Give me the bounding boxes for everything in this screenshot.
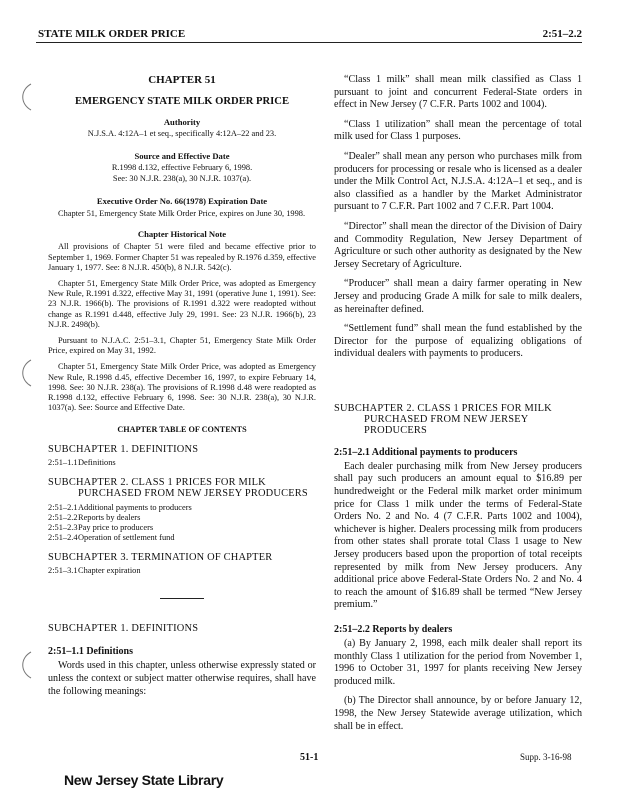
subchapter-1-heading: SUBCHAPTER 1. DEFINITIONS <box>48 623 199 635</box>
running-header <box>36 26 582 43</box>
running-header-section: 2:51–2.2 <box>542 28 582 40</box>
expiration-text: Chapter 51, Emergency State Milk Order Price, expires on June 30, 1998. <box>58 209 306 219</box>
historical-note-paragraph: Chapter 51, Emergency State Milk Order Price, was adopted as Emergency New Rule, R.1998 d.45, effective December 16, 1997, to expire February 14, 1998. See: 30 N.J.R. 238(a). The provisions of R.1998 d.48 were readopted as R.1998 d.132, effective February 6, 1998. See: 30 N.J.R. 238(a), 30 N.J.R. 1037(a). See: Source and Effective Date. <box>48 362 316 413</box>
toc-list <box>48 566 316 576</box>
definition-class-1-utilization: “Class 1 utilization” shall mean the percentage of total milk used for Class 1 purposes. <box>334 118 582 143</box>
toc-entry: 2:51–1.1 Definitions <box>48 458 116 468</box>
right-column <box>334 62 582 733</box>
source-line-2: See: 30 N.J.R. 238(a), 30 N.J.R. 1037(a). <box>112 173 252 183</box>
toc-heading: CHAPTER TABLE OF CONTENTS <box>117 425 247 435</box>
authority-heading: Authority <box>163 117 201 127</box>
toc-entry: 2:51–2.4 Operation of settlement fund <box>48 533 175 543</box>
section-2-51-2-2-heading: 2:51–2.2 Reports by dealers <box>334 624 453 635</box>
historical-note-paragraph: Chapter 51, Emergency State Milk Order Price, was adopted as Emergency New Rule, R.1991 d.322, effective May 31, 1991 (operative June 1, 1991). See: 23 N.J.R. 1966(b). The provisions of R.1991 d.322 were readopted without change as R.1991 d.448, effective July 29, 1991. See: 23 N.J.R. 1966(b), 23 N.J.R. 2498(b). <box>48 279 316 329</box>
definition-class-1-milk: “Class 1 milk” shall mean milk classified as Class 1 pursuant to joint and concurrent Federal-State orders in effect in New Jersey (7 C.F.R. Parts 1002 and 1004). <box>334 74 582 111</box>
binder-ring-mark <box>16 82 36 112</box>
section-2-51-2-1-text: Each dealer purchasing milk from New Jersey producers shall pay such producers an amount equal to $16.89 per hundredweight or the Federal milk market order minimum price for Class 1 milk under the terms of Federal-State Orders No. 2 and No. 4 (7 C.F.R. Parts 1002 and 1004), whichever is higher. Dealers processing milk from producers from other states shall prorate total Class 1 usage to New Jersey producers based upon the proportion of total receipts represented by milk from New Jersey producers. Any additional price above Federal-State Orders No. 2 and No. 4 to reach the amount of $16.89 shall be termed “New Jersey premium.” <box>334 460 582 611</box>
toc-subchapter-2: SUBCHAPTER 2. CLASS 1 PRICES FOR MILK <box>48 477 266 489</box>
historical-note-paragraph: All provisions of Chapter 51 were filed and became effective prior to September 1, 1969. Former Chapter 51 was repealed by R.1976 d.359, effective January 1, 1977. See: 8 N.J.R. 450(b), 8 N.J.R. 542(c). <box>48 242 316 272</box>
historical-note-heading: Chapter Historical Note <box>137 229 227 240</box>
page-number: 51-1 <box>300 752 319 763</box>
toc-entry: 2:51–2.1 Additional payments to producers <box>48 503 192 513</box>
section-2-51-2-1-heading: 2:51–2.1 Additional payments to producers <box>334 446 518 458</box>
section-2-51-2-2-b: (b) The Director shall announce, by or before January 12, 1998, the New Jersey Statewide average utilization, which shall be in effect. <box>334 695 582 732</box>
toc-list <box>48 503 316 543</box>
definition-producer: “Producer” shall mean a dairy farmer operating in New Jersey and producing Grade A milk for sale to milk dealers, as hereinafter defined. <box>334 278 582 315</box>
binder-ring-mark <box>16 650 36 680</box>
toc-list <box>48 458 316 468</box>
source-heading: Source and Effective Date <box>134 151 230 162</box>
toc-subchapter-1: SUBCHAPTER 1. DEFINITIONS <box>48 444 199 456</box>
chapter-number: CHAPTER 51 <box>148 74 216 86</box>
source-line-1: R.1998 d.132, effective February 6, 1998. <box>111 163 253 173</box>
supplement-date: Supp. 3-16-98 <box>520 752 572 762</box>
definition-dealer: “Dealer” shall mean any person who purchases milk from producers for processing or resale who is licensed as a dealer under the Milk Control Act, N.J.S.A. 4:12A–1 et seq., and is also classified as a handler by the Market Administrator pursuant to 7 C.F.R. Part 1002 and 7 C.F.R. Part 1004. <box>334 150 582 213</box>
toc-subchapter-2-cont: PURCHASED FROM NEW JERSEY PRODUCERS <box>78 488 308 500</box>
authority-text: N.J.S.A. 4:12A–1 et seq., specifically 4:12A–22 and 23. <box>87 129 277 138</box>
historical-note-paragraph: Pursuant to N.J.A.C. 2:51–3.1, Chapter 51, Emergency State Milk Order Price, expired on May 31, 1992. <box>48 336 316 356</box>
running-header-title: STATE MILK ORDER PRICE <box>38 28 186 40</box>
library-stamp: New Jersey State Library <box>64 772 224 788</box>
toc-entry: 2:51–2.3 Pay price to producers <box>48 523 154 533</box>
expiration-heading: Executive Order No. 66(1978) Expiration Date <box>96 196 268 207</box>
section-2-51-1-1-text: Words used in this chapter, unless otherwise expressly stated or unless the context or subject matter otherwise requires, shall have the following meanings: <box>48 660 316 697</box>
subchapter-2-heading: SUBCHAPTER 2. CLASS 1 PRICES FOR MILK PURCHASED FROM NEW JERSEY PRODUCERS <box>334 402 552 436</box>
section-2-51-2-2-a: (a) By January 2, 1998, each milk dealer shall report its monthly Class 1 utilization for the period from November 1, 1996 to October 31, 1997 for plants receiving New Jersey produced milk. <box>334 638 582 687</box>
binder-ring-mark <box>16 358 36 388</box>
definition-settlement-fund: “Settlement fund” shall mean the fund established by the Director for the purpose of equalizing obligations of individual dealers with payments to producers. <box>334 323 582 360</box>
definition-director: “Director” shall mean the director of the Division of Dairy and Commodity Regulation, New Jersey Department of Agriculture or such other authority as designated by the New Jersey Secretary of Agriculture. <box>334 220 582 270</box>
toc-entry: 2:51–2.2 Reports by dealers <box>48 513 141 523</box>
toc-subchapter-3: SUBCHAPTER 3. TERMINATION OF CHAPTER <box>48 552 273 564</box>
chapter-title: EMERGENCY STATE MILK ORDER PRICE <box>74 96 290 107</box>
section-divider <box>160 598 204 599</box>
left-column <box>48 62 316 698</box>
toc-entry: 2:51–3.1 Chapter expiration <box>48 566 141 576</box>
section-2-51-1-1-heading: 2:51–1.1 Definitions <box>48 646 133 658</box>
